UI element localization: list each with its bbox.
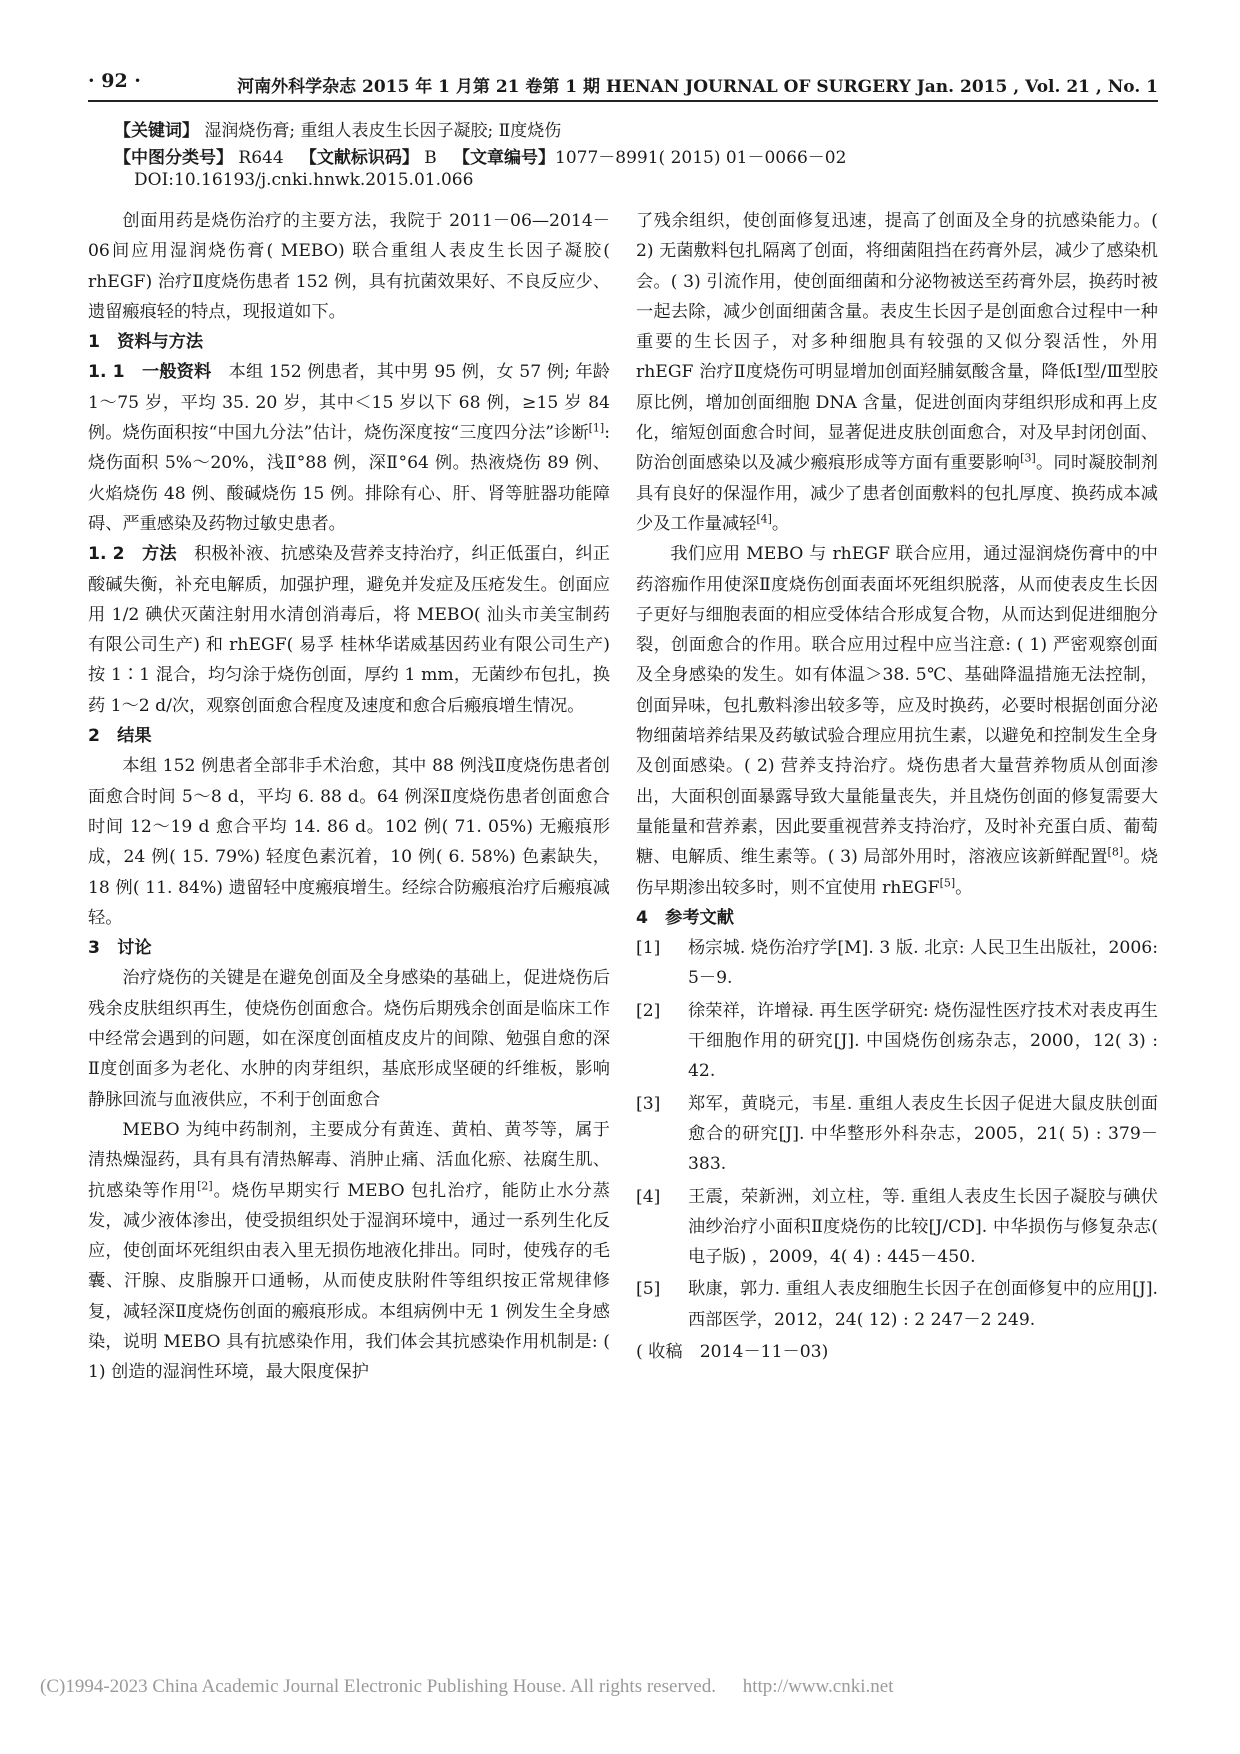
reference-item: [4] 王震，荣新洲，刘立柱，等. 重组人表皮生长因子凝胶与碘伏油纱治疗小面积Ⅱ度烧伤的比较[J/CD]. 中华损伤与修复杂志( 电子版) ，2009，4( 4) : 445－450. xyxy=(636,1186,1158,1268)
reference-item: [2] 徐荣祥，许增禄. 再生医学研究: 烧伤湿性医疗技术对表皮再生干细胞作用的研究[J]. 中国烧伤创疡杂志，2000，12( 3) : 42. xyxy=(636,1000,1158,1082)
journal-citation-line: 河南外科学杂志 2015 年 1 月第 21 卷第 1 期 HENAN JOURNAL OF SURGERY Jan. 2015 , Vol. 21 , No. 1 xyxy=(237,77,1158,97)
discussion-paragraph-4: 我们应用 MEBO 与 rhEGF 联合应用，通过湿润烧伤膏中的中药溶痂作用使深Ⅱ度烧伤创面表面坏死组织脱落，从而使表皮生长因子更好与细胞表面的相应受体结合形成复合物，从而达到促进细胞分裂，创面愈合的作用。联合应用过程中应当注意: ( 1) 严密观察创面及全身感染的发生。如有体温＞38. 5℃、基础降温措施无法控制，创面异味，包扎敷料渗出较多等，应及时换药，必要时根据创面分泌物细菌培养结果及药敏试验合理应用抗生素，以避免和控制发生全身及创面感染。( 2) 营养支持治疗。烧伤患者大量营养物质从创面渗出，大面积创面暴露导致大量能量丧失，并且烧伤创面的修复需要大量能量和营养素，因此要重视营养支持治疗，及时补充蛋白质、葡萄糖、电解质、维生素等。( 3) 局部外用时，溶液应该新鲜配置[8]。烧伤早期渗出较多时，则不宜使用 rhEGF[5]。 xyxy=(636,544,1158,898)
right-column xyxy=(636,206,1158,1367)
citation-4: [4] xyxy=(756,512,772,526)
keywords: 湿润烧伤膏; 重组人表皮生长因子凝胶; Ⅱ度烧伤 xyxy=(204,121,562,141)
classification-line xyxy=(114,143,1154,168)
section-2-heading: 2 结果 xyxy=(88,726,152,747)
left-column xyxy=(88,206,610,1388)
article-number-label: 【文章编号】 xyxy=(453,148,555,168)
publisher-url: http://www.cnki.net xyxy=(742,1676,894,1697)
keywords-line xyxy=(114,116,1154,141)
section-1-1-title: 1. 1 一般资料 xyxy=(88,362,212,383)
intro-paragraph: 创面用药是烧伤治疗的主要方法，我院于 2011－06—2014－06间应用湿润烧伤膏( MEBO) 联合重组人表皮生长因子凝胶( rhEGF) 治疗Ⅱ度烧伤患者 152 例，具有抗菌效果好、不良反应少、遗留瘢痕轻的特点，现报道如下。 xyxy=(88,211,610,322)
citation-3: [3] xyxy=(1020,451,1036,465)
citation-1: [1] xyxy=(588,421,605,435)
discussion-paragraph-3: 了残余组织，使创面修复迅速，提高了创面及全身的抗感染能力。( 2) 无菌敷料包扎隔离了创面，将细菌阻挡在药膏外层，减少了感染机会。( 3) 引流作用，使创面细菌和分泌物被送至药膏外层，换药时被一起去除，减少创面细菌含量。表皮生长因子是创面愈合过程中一种重要的生长因子，对多种细胞具有较强的又似分裂活性，外用 rhEGF 治疗Ⅱ度烧伤可明显增加创面羟脯氨酸含量，降低Ⅰ型/Ⅲ型胶原比例，增加创面细胞 DNA 含量，促进创面肉芽组织形成和再上皮化，缩短创面愈合时间，显著促进皮肤创面愈合，对及早封闭创面、防治创面感染以及减少瘢痕形成等方面有重要影响[3]。同时凝胶制剂具有良好的保湿作用，减少了患者创面敷料的包扎厚度、换药成本减少及工作量减轻[4]。 xyxy=(636,211,1158,534)
received-date: ( 收稿 2014－11－03) xyxy=(636,1341,829,1362)
doi: DOI:10.16193/j.cnki.hnwk.2015.01.066 xyxy=(134,170,474,190)
doccode: B xyxy=(424,148,437,168)
copyright-notice: (C)1994-2023 China Academic Journal Electronic Publishing House. All rights reserved. xyxy=(40,1676,716,1697)
section-3-heading: 3 讨论 xyxy=(88,938,152,959)
citation-8: [8] xyxy=(1107,845,1124,859)
section-1-2-paragraph: 1. 2 方法 积极补液、抗感染及营养支持治疗，纠正低蛋白，纠正酸碱失衡，补充电解质，加强护理，避免并发症及压疮发生。创面应用 1/2 碘伏灭菌注射用水清创消毒后，将 MEBO( 汕头市美宝制药有限公司生产) 和 rhEGF( 易孚 桂林华诺威基因药业有限公司生产) 按 1∶1 混合，均匀涂于烧伤创面，厚约 1 mm，无菌纱布包扎，换药 1～2 d/次，观察创面愈合程度及速度和愈合后瘢痕增生情况。 xyxy=(88,544,610,716)
section-4-heading: 4 参考文献 xyxy=(636,907,734,928)
keywords-label: 【关键词】 xyxy=(114,121,199,141)
running-header xyxy=(88,70,1158,98)
reference-item: [1] 杨宗城. 烧伤治疗学[M]. 3 版. 北京: 人民卫生出版社，2006: 5－9. xyxy=(636,938,1158,989)
clc-label: 【中图分类号】 xyxy=(114,148,233,168)
results-paragraph: 本组 152 例患者全部非手术治愈，其中 88 例浅Ⅱ度烧伤患者创面愈合时间 5～8 d，平均 6. 88 d。64 例深Ⅱ度烧伤患者创面愈合时间 12～19 d 愈合平均 14. 86 d。102 例( 71. 05%) 无瘢痕形成，24 例( 15. 79%) 轻度色素沉着，10 例( 6. 58%) 色素缺失，18 例( 11. 84%) 遗留轻中度瘢痕增生。经综合防瘢痕治疗后瘢痕减轻。 xyxy=(88,756,610,928)
header-rule xyxy=(88,100,1158,102)
doccode-label: 【文献标识码】 xyxy=(299,148,419,168)
reference-item: [3] 郑军，黄晓元，韦星. 重组人表皮生长因子促进大鼠皮肤创面愈合的研究[J]. 中华整形外科杂志，2005，21( 5) : 379－383. xyxy=(636,1093,1158,1175)
citation-5: [5] xyxy=(939,875,956,889)
reference-list xyxy=(636,933,1158,1335)
section-1-2-title: 1. 2 方法 xyxy=(88,544,177,565)
discussion-paragraph-1: 治疗烧伤的关键是在避免创面及全身感染的基础上，促进烧伤后残余皮肤组织再生，使烧伤创面愈合。烧伤后期残余创面是临床工作中经常会遇到的问题，如在深度创面植皮皮片的间隙、勉强自愈的深Ⅱ度创面多为老化、水肿的肉芽组织，基底形成坚硬的纤维板，影响静脉回流与血液供应，不利于创面愈合 xyxy=(88,968,610,1110)
discussion-paragraph-2: MEBO 为纯中药制剂，主要成分有黄连、黄柏、黄芩等，属于清热燥湿药，具有具有清热解毒、消肿止痛、活血化瘀、祛腐生肌、抗感染等作用[2]。烧伤早期实行 MEBO 包扎治疗，能防止水分蒸发，减少液体渗出，使受损组织处于湿润环境中，通过一系列生化反应，使创面坏死组织由表入里无损伤地液化排出。同时，使残存的毛囊、汗腺、皮脂腺开口通畅，从而使皮肤附件等组织按正常规律修复，减轻深Ⅱ度烧伤创面的瘢痕形成。本组病例中无 1 例发生全身感染，说明 MEBO 具有抗感染作用，我们体会其抗感染作用机制是: ( 1) 创造的湿润性环境，最大限度保护 xyxy=(88,1119,610,1383)
copyright-footer xyxy=(40,1676,1200,1698)
citation-2: [2] xyxy=(197,1178,213,1192)
section-1-heading: 1 资料与方法 xyxy=(88,332,204,353)
page-number: · 92 · xyxy=(88,70,141,92)
reference-item: [5] 耿康，郭力. 重组人表皮细胞生长因子在创面修复中的应用[J]. 西部医学，2012，24( 12) : 2 247－2 249. xyxy=(636,1279,1158,1330)
section-1-1-paragraph: 1. 1 一般资料 本组 152 例患者，其中男 95 例，女 57 例; 年龄 1～75 岁，平均 35. 20 岁，其中＜15 岁以下 68 例，≥15 岁 84 例。烧伤面积按“中国九分法”估计，烧伤深度按“三度四分法”诊断[1]: 烧伤面积 5%～20%，浅Ⅱ°88 例，深Ⅱ°64 例。热液烧伤 89 例、火焰烧伤 48 例、酸碱烧伤 15 例。排除有心、肝、肾等脏器功能障碍、严重感染及药物过敏史患者。 xyxy=(88,362,610,534)
article-number: 1077－8991( 2015) 01－0066－02 xyxy=(555,148,847,168)
clc-code: R644 xyxy=(238,148,284,168)
